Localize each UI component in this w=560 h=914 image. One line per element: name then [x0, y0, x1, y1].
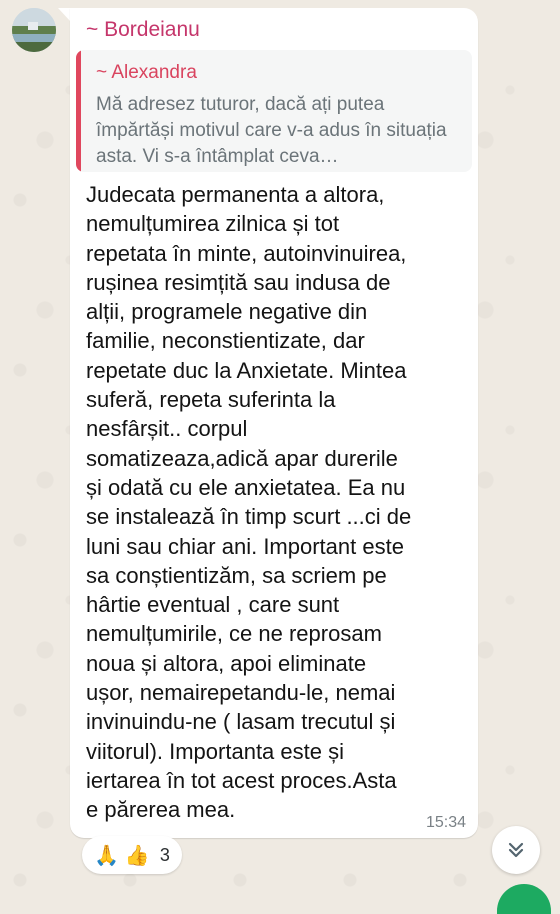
sender-name[interactable]: ~ Bordeianu: [86, 18, 200, 41]
message-line: se instalează în timp scurt ...ci de: [86, 504, 412, 530]
message-line: repetate duc la Anxietate. Mintea: [86, 357, 407, 383]
message-line: nemulțumirea zilnica și tot: [86, 211, 340, 237]
landscape-avatar-image: [12, 8, 56, 52]
reaction-count: 3: [159, 844, 170, 865]
message-timestamp: 15:34: [425, 814, 466, 831]
floating-action-button[interactable]: [497, 884, 551, 914]
reactions-pill[interactable]: [82, 836, 182, 874]
message-line: sa conștientizăm, sa scriem pe: [86, 562, 387, 588]
message-line: și odată cu ele anxietatea. Ea nu: [86, 474, 406, 500]
quoted-text: Mă adresez tuturor, dacă ați putea împărtăși motivul care v-a adus în situația asta. Vi s-a întâmplat ceva…: [96, 94, 447, 167]
message-line: e părerea mea.: [86, 797, 236, 823]
pray-emoji-icon: 🙏: [94, 844, 119, 867]
chevron-double-down-icon: [504, 838, 528, 862]
quoted-message[interactable]: [76, 50, 472, 172]
quote-accent-bar: [76, 50, 81, 172]
message-line: repetata în minte, autoinvinuirea,: [86, 240, 407, 266]
scroll-to-bottom-button[interactable]: [492, 826, 540, 874]
message-line: somatizeaza,adică apar durerile: [86, 445, 398, 471]
message-line: suferă, repeta suferinta la: [86, 387, 336, 413]
sender-avatar[interactable]: [12, 8, 56, 52]
message-body: [86, 180, 472, 825]
message-line: iertarea în tot acest proces.Asta: [86, 767, 397, 793]
message-line: nesfârșit.. corpul: [86, 416, 248, 442]
thumbs-up-emoji-icon: 👍: [124, 844, 150, 867]
message-line: ușor, nemairepetandu-le, nemai: [86, 680, 396, 706]
message-line: nemulțumirile, ce ne reprosam: [86, 621, 382, 647]
message-line: luni sau chiar ani. Important este: [86, 533, 404, 559]
message-line: viitorul). Importanta este și: [86, 738, 344, 764]
message-line: invinuindu-ne ( lasam trecutul și: [86, 709, 396, 735]
message-line: hârtie eventual , care sunt: [86, 592, 340, 618]
quoted-sender-name: ~ Alexandra: [96, 62, 197, 83]
message-line: familie, neconstientizate, dar: [86, 328, 365, 354]
message-line: noua și altora, apoi eliminate: [86, 650, 367, 676]
message-line: Judecata permanenta a altora,: [86, 182, 385, 207]
message-line: alții, programele negative din: [86, 299, 368, 325]
message-bubble[interactable]: [70, 8, 478, 838]
message-line: rușinea resimțită sau indusa de: [86, 269, 391, 295]
